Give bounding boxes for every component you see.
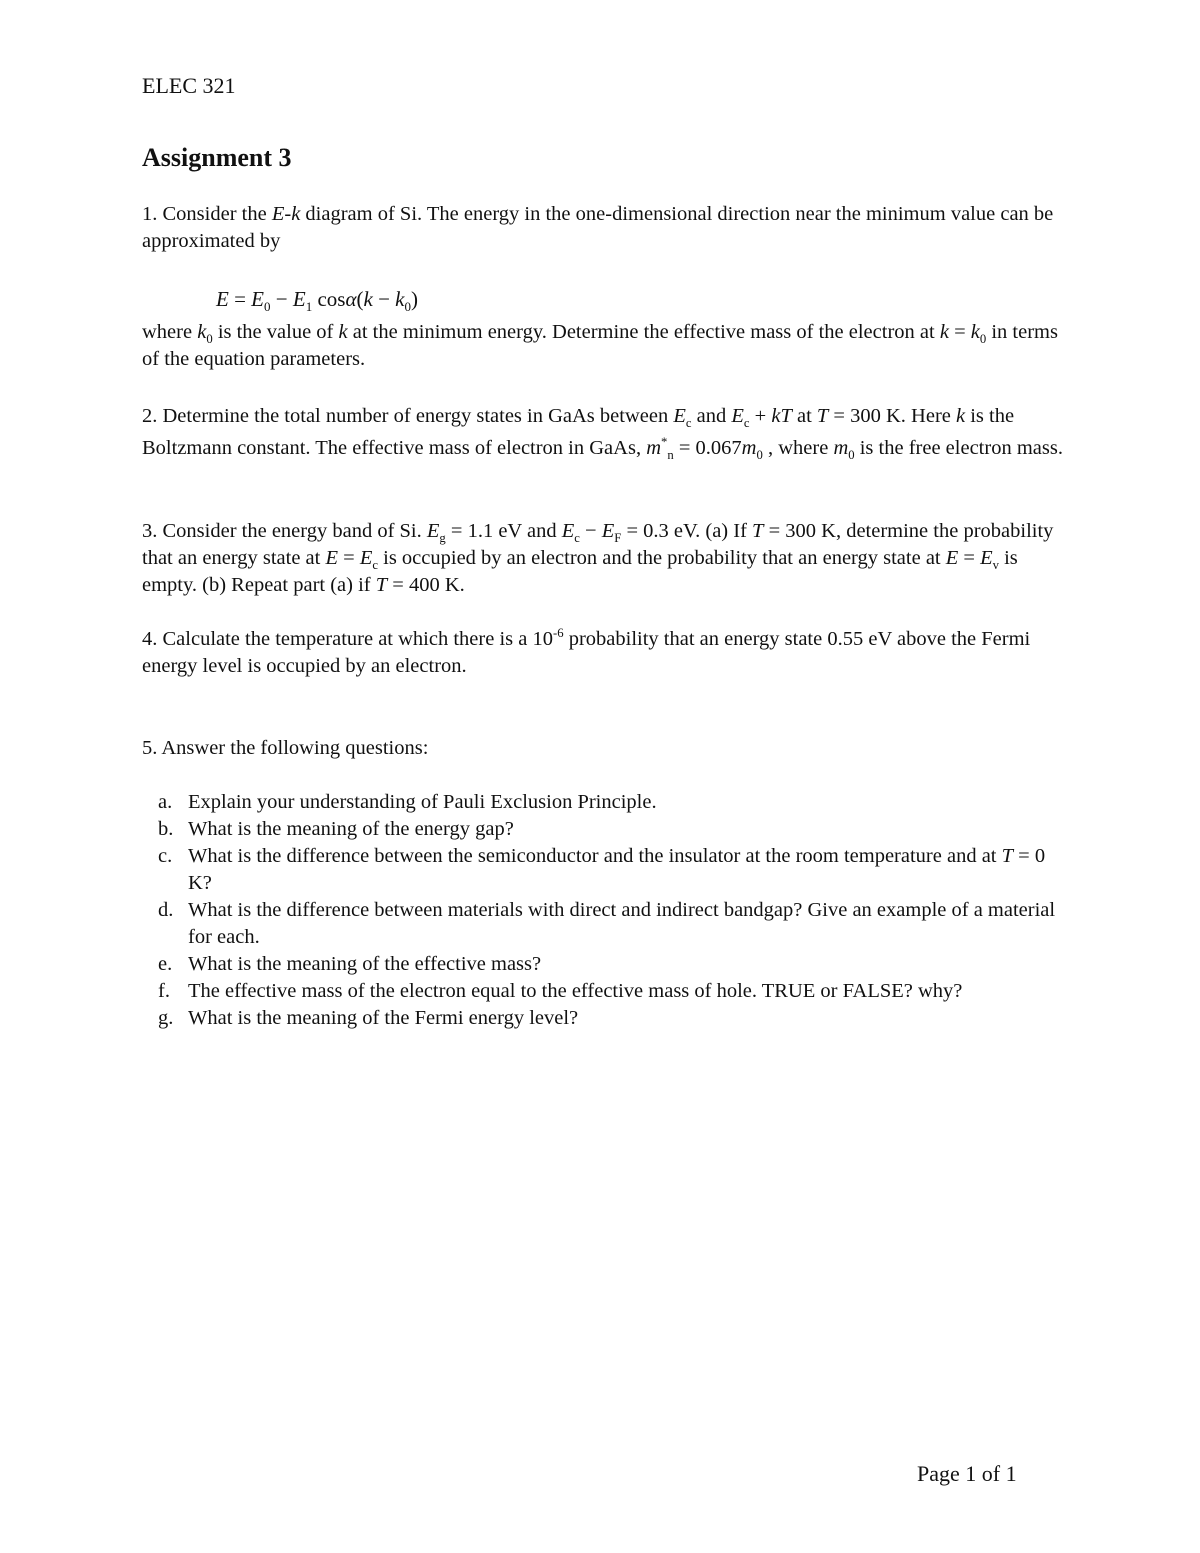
assignment-title: Assignment 3	[142, 143, 292, 172]
question-3: 3. Consider the energy band of Si. $E_g = 1.1$ eV and $E_c - E_F = 0.3$ eV. (a) If T = 300 K, determine the probability that an energy state at $E = E_c$ is occupied by an electron and the probability that an energy state at $E = E_v$ is empty. (b) Repeat part (a) if T = 400 K.	[142, 520, 1054, 596]
question-2: 2. Determine the total number of energy states in GaAs between $E_c$ and $E_c$ + kT at T = 300 K. Here k is the Boltzmann constant. The effective mass of electron in GaAs, $m^*_n = 0.067m_0$ , where $m_0$ is the free electron mass.	[142, 405, 1063, 463]
list-item: g. What is the meaning of the Fermi energy level?	[158, 1007, 579, 1029]
list-item: d. What is the difference between materials with direct and indirect bandgap? Give an example of a material for each.	[158, 899, 1056, 948]
question-5-intro: 5. Answer the following questions:	[142, 737, 429, 759]
question-5-list	[142, 789, 1072, 1032]
page-number: Page 1 of 1	[917, 1461, 1017, 1486]
list-item: c. What is the difference between the semiconductor and the insulator at the room temperature and at T = 0 K?	[158, 845, 1046, 894]
energy-equation: $E = E_0 - E_1$ $\cos\alpha(k - k_0)$	[216, 287, 418, 315]
list-item: f. The effective mass of the electron equal to the effective mass of hole. TRUE or FALSE? why?	[158, 980, 963, 1002]
question-4: 4. Calculate the temperature at which there is a $10^{-6}$ probability that an energy state 0.55 eV above the Fermi energy level is occupied by an electron.	[142, 626, 1031, 677]
list-item: b. What is the meaning of the energy gap?	[158, 818, 514, 840]
course-code: ELEC 321	[142, 73, 236, 98]
list-item: e. What is the meaning of the effective mass?	[158, 953, 542, 975]
question-1: 1. Consider the E-k diagram of Si. The energy in the one-dimensional direction near the minimum value can be approximated by	[142, 203, 1054, 252]
list-item: a. Explain your understanding of Pauli Exclusion Principle.	[158, 791, 657, 813]
question-1-continued: where $k_0$ is the value of k at the minimum energy. Determine the effective mass of the electron at $k = k_0$ in terms of the equation parameters.	[142, 321, 1058, 370]
